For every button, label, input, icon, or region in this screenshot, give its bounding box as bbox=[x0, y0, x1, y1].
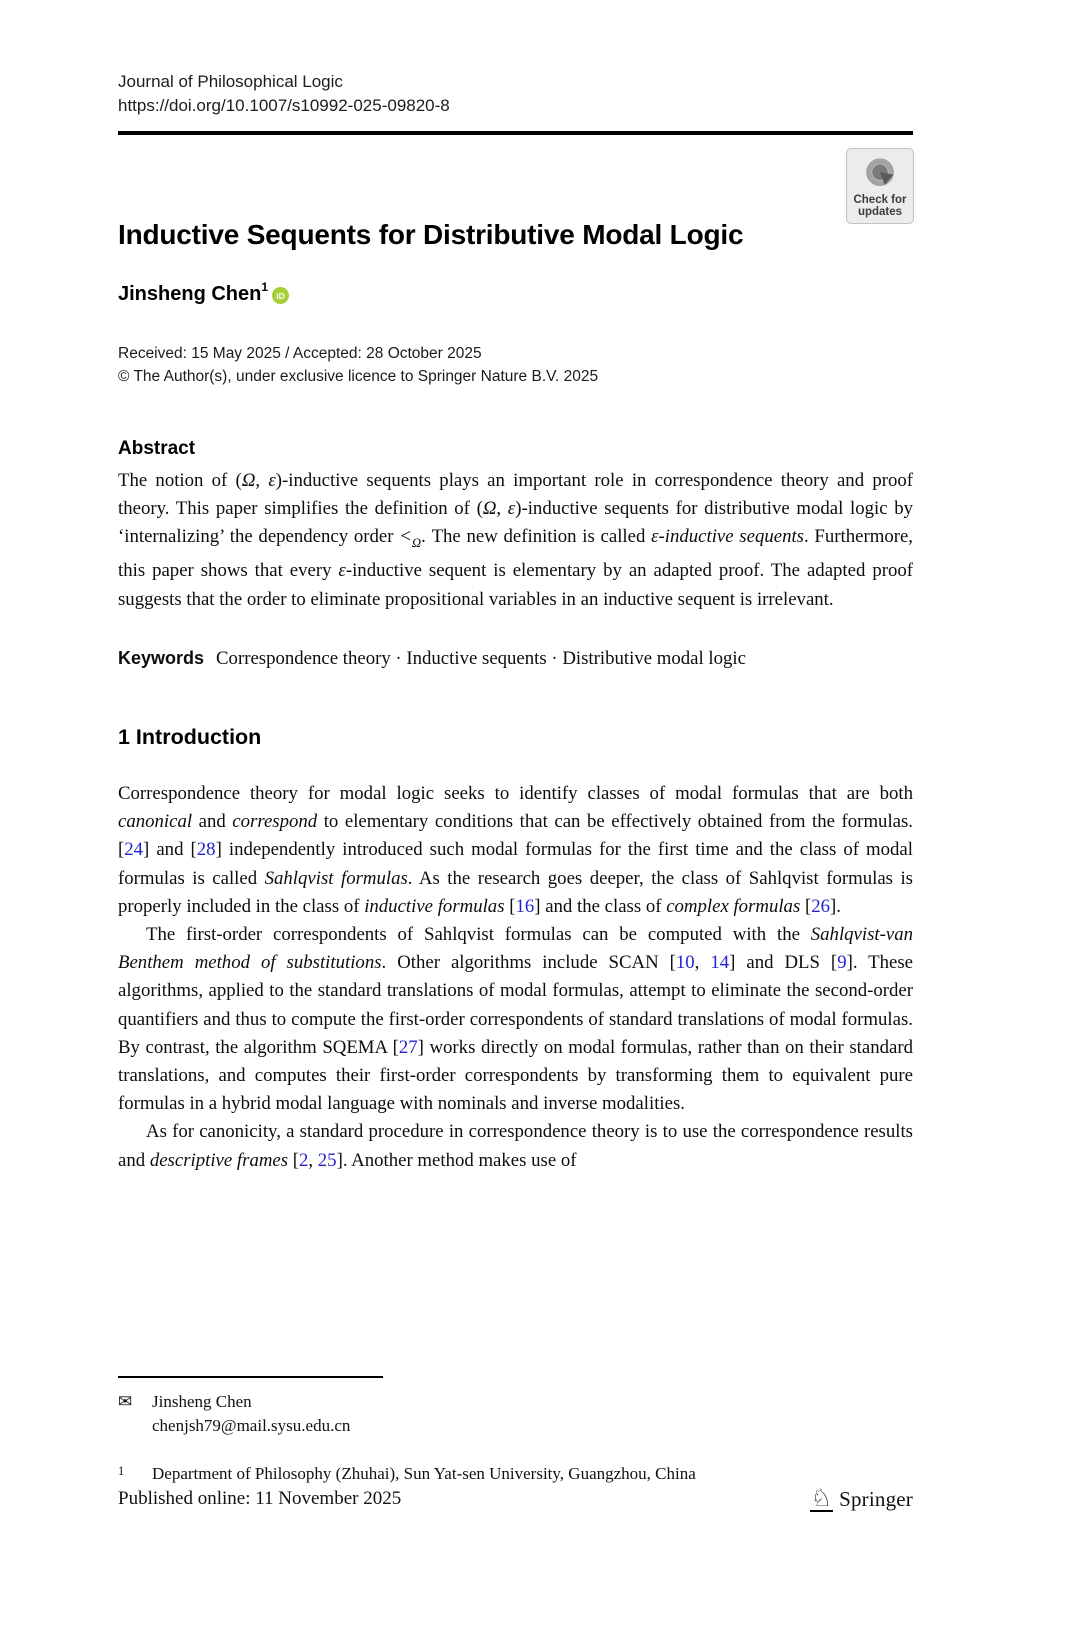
author-name: Jinsheng Chen bbox=[118, 283, 262, 305]
affiliation-marker: 1 bbox=[118, 1464, 125, 1478]
received-accepted-line: Received: 15 May 2025 / Accepted: 28 October 2025 bbox=[118, 345, 482, 362]
citation-link[interactable]: 25 bbox=[317, 1149, 337, 1171]
paragraph: The first-order correspondents of Sahlqvist formulas can be computed with the Sahlqvist-van Benthem method of substitutions. Other algorithms include SCAN [10, 14] and DLS [9]. These algorithms, applied to the standard translations of modal formulas, attempt to eliminate the second-order quantifiers and thus to compute the first-order correspondents of standard translations of modal formulas. By contrast, the algorithm SQEMA [27] works directly on modal formulas, rather than on their standard translations, and computes their first-order correspondents by transforming them to equivalent pure formulas in a hybrid modal language with nominals and inverse modalities. bbox=[118, 923, 914, 1115]
citation-link[interactable]: 26 bbox=[811, 895, 830, 917]
copyright-line: © The Author(s), under exclusive licence to Springer Nature B.V. 2025 bbox=[118, 368, 599, 385]
check-for-updates-label: Check for updates bbox=[853, 193, 907, 218]
header-divider bbox=[118, 131, 913, 135]
author-affiliation-marker: 1 bbox=[261, 280, 269, 294]
email-icon: ✉ bbox=[118, 1392, 133, 1411]
citation-link[interactable]: 9 bbox=[837, 952, 847, 974]
affiliation-text: Department of Philosophy (Zhuhai), Sun Yat-sen University, Guangzhou, China bbox=[152, 1464, 696, 1483]
citation-link[interactable]: 2 bbox=[299, 1149, 309, 1171]
springer-logo bbox=[810, 1486, 913, 1512]
citation-link[interactable]: 16 bbox=[515, 895, 535, 917]
crossmark-icon bbox=[861, 154, 899, 192]
introduction-body bbox=[118, 780, 913, 1175]
check-for-updates-badge[interactable] bbox=[846, 148, 914, 224]
correspondence-block bbox=[118, 1390, 913, 1438]
springer-horse-icon: ♘ bbox=[810, 1484, 833, 1512]
citation-link[interactable]: 27 bbox=[398, 1036, 418, 1058]
affiliation-block bbox=[118, 1462, 913, 1486]
correspondence-email[interactable]: chenjsh79@mail.sysu.edu.cn bbox=[152, 1416, 351, 1435]
published-online-text: Published online: 11 November 2025 bbox=[118, 1488, 402, 1509]
article-title: Inductive Sequents for Distributive Modal Logic bbox=[118, 219, 744, 250]
paragraph: Correspondence theory for modal logic seeks to identify classes of modal formulas that are both canonical and correspond to elementary conditions that can be effectively obtained from the formulas. [24] and [28] independently introduced such modal formulas for the first time and the class of modal formulas is called Sahlqvist formulas. As the research goes deeper, the class of Sahlqvist formulas is properly included in the class of inductive formulas [16] and the class of complex formulas [26]. bbox=[118, 782, 913, 917]
footnotes-block bbox=[118, 1376, 913, 1486]
abstract-text: The notion of (Ω, ε)-inductive sequents plays an important role in correspondence theory and proof theory. This paper simplifies the definition of (Ω, ε)-inductive sequents for distributive modal logic by ‘internalizing’ the dependency order $<_\Omega$. The new definition is called ε-inductive sequents. Furthermore, this paper shows that every ε-inductive sequent is elementary by an adapted proof. The adapted proof suggests that the order to eliminate propositional variables in an inductive sequent is irrelevant. bbox=[118, 470, 914, 610]
keywords-row bbox=[118, 644, 913, 673]
footnote-divider bbox=[118, 1376, 383, 1378]
paragraph: As for canonicity, a standard procedure in correspondence theory is to use the correspondence results and descriptive frames [2, 25]. Another method makes use of bbox=[118, 1121, 913, 1171]
citation-link[interactable]: 28 bbox=[196, 839, 216, 861]
keywords-label: Keywords bbox=[118, 647, 205, 668]
journal-name: Journal of Philosophical Logic bbox=[118, 72, 343, 91]
doi-text: https://doi.org/10.1007/s10992-025-09820-8 bbox=[118, 96, 450, 115]
citation-link[interactable]: 24 bbox=[124, 839, 144, 861]
orcid-icon[interactable]: iD bbox=[272, 287, 289, 304]
journal-header bbox=[118, 70, 913, 118]
article-page bbox=[118, 70, 913, 1175]
bottom-row bbox=[118, 1486, 913, 1512]
citation-link[interactable]: 14 bbox=[710, 952, 730, 974]
keywords-text: Correspondence theory · Inductive sequents · Distributive modal logic bbox=[216, 647, 746, 669]
article-meta bbox=[118, 342, 913, 388]
abstract-heading: Abstract bbox=[118, 438, 196, 459]
citation-link[interactable]: 10 bbox=[675, 952, 695, 974]
springer-wordmark: Springer bbox=[839, 1486, 913, 1511]
author-row bbox=[118, 280, 913, 306]
section-heading-introduction: 1 Introduction bbox=[118, 724, 262, 749]
correspondence-name: Jinsheng Chen bbox=[152, 1392, 252, 1411]
